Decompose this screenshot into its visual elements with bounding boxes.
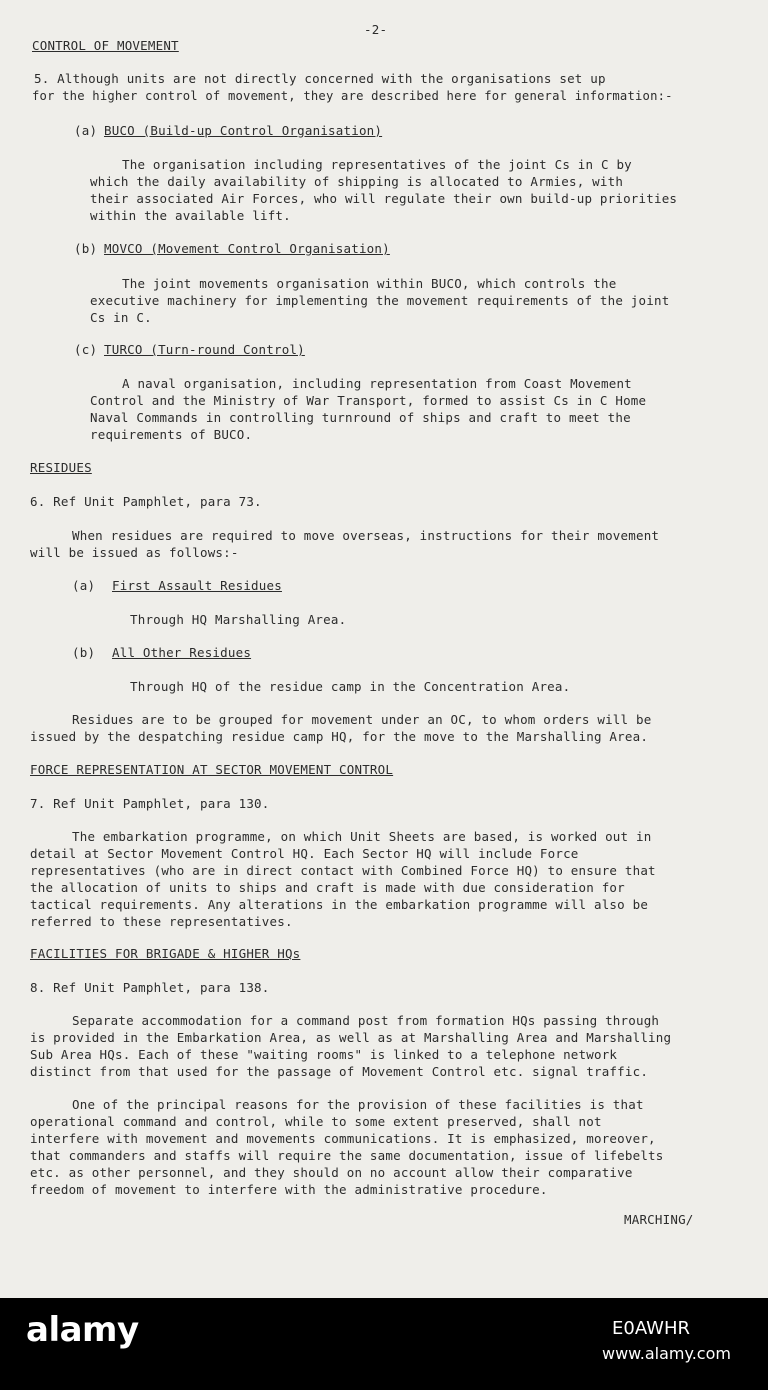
residue-a-text: Through HQ Marshalling Area. [130,612,347,627]
para-7-line: representatives (who are in direct contact with Combined Force HQ) to ensure that [30,863,656,878]
turco-label: (c) [74,342,98,357]
para-8-line: distinct from that used for the passage of Movement Control etc. signal traffic. [30,1064,649,1079]
para-8b-line: etc. as other personnel, and they should on no account allow their comparative [30,1165,633,1180]
heading-force-representation: FORCE REPRESENTATION AT SECTOR MOVEMENT CONTROL [30,762,394,777]
turco-text-line: Naval Commands in controlling turnround of ships and craft to meet the [90,410,631,425]
residue-a-title: First Assault Residues [112,578,282,593]
buco-text-line: within the available lift. [90,208,291,223]
para-8-line: Sub Area HQs. Each of these "waiting rooms" is linked to a telephone network [30,1047,618,1062]
movco-text-line: The joint movements organisation within BUCO, which controls the [122,276,617,291]
catchword: MARCHING/ [624,1212,694,1227]
para-8b-line: freedom of movement to interfere with the administrative procedure. [30,1182,548,1197]
turco-text-line: Control and the Ministry of War Transport, formed to assist Cs in C Home [90,393,647,408]
page-number: -2- [364,22,388,37]
movco-text-line: Cs in C. [90,310,152,325]
para-8b-line: interfere with movement and movements communications. It is emphasized, moreover, [30,1131,656,1146]
para-8-line: Separate accommodation for a command post from formation HQs passing through [72,1013,660,1028]
buco-text-line: their associated Air Forces, who will regulate their own build-up priorities [90,191,678,206]
turco-text-line: requirements of BUCO. [90,427,253,442]
heading-control-of-movement: CONTROL OF MOVEMENT [32,38,179,53]
watermark-image-id: E0AWHR [612,1318,690,1339]
para-7-line: tactical requirements. Any alterations in the embarkation programme will also be [30,897,649,912]
para-7-line: referred to these representatives. [30,914,293,929]
para-7-line: detail at Sector Movement Control HQ. Each Sector HQ will include Force [30,846,579,861]
para-6-line: When residues are required to move overseas, instructions for their movement [72,528,660,543]
residue-b-title: All Other Residues [112,645,252,660]
para-8b-line: operational command and control, while to some extent preserved, shall not [30,1114,602,1129]
buco-title: BUCO (Build-up Control Organisation) [104,123,383,138]
movco-label: (b) [74,241,98,256]
para-7-line: the allocation of units to ships and craft is made with due consideration for [30,880,625,895]
watermark-logo: alamy [26,1310,139,1350]
para-5-line: for the higher control of movement, they are described here for general information:- [32,89,673,103]
para-8b-line: that commanders and staffs will require the same documentation, issue of lifebelts [30,1148,664,1163]
residue-a-label: (a) [72,578,96,593]
para-8-ref: 8. Ref Unit Pamphlet, para 138. [30,980,270,995]
buco-text-line: which the daily availability of shipping is allocated to Armies, with [90,174,624,189]
para-5-line: 5. Although units are not directly concerned with the organisations set up [34,71,606,86]
para-6-ref: 6. Ref Unit Pamphlet, para 73. [30,494,262,509]
buco-label: (a) [74,123,98,138]
residue-b-label: (b) [72,645,96,660]
watermark-site: www.alamy.com [602,1344,731,1363]
heading-residues: RESIDUES [30,460,92,475]
para-7-line: The embarkation programme, on which Unit Sheets are based, is worked out in [72,829,652,844]
movco-text-line: executive machinery for implementing the movement requirements of the joint [90,293,670,308]
buco-text-line: The organisation including representatives of the joint Cs in C by [122,157,632,172]
para-6-line: will be issued as follows:- [30,545,239,560]
residues-group-line: issued by the despatching residue camp HQ, for the move to the Marshalling Area. [30,729,649,744]
para-8-line: is provided in the Embarkation Area, as well as at Marshalling Area and Marshalling [30,1030,672,1045]
residue-b-text: Through HQ of the residue camp in the Concentration Area. [130,679,571,694]
turco-title: TURCO (Turn-round Control) [104,342,305,357]
movco-title: MOVCO (Movement Control Organisation) [104,241,390,256]
heading-facilities: FACILITIES FOR BRIGADE & HIGHER HQs [30,946,301,961]
para-8b-line: One of the principal reasons for the provision of these facilities is that [72,1097,644,1112]
residues-group-line: Residues are to be grouped for movement under an OC, to whom orders will be [72,712,652,727]
para-7-ref: 7. Ref Unit Pamphlet, para 130. [30,796,270,811]
turco-text-line: A naval organisation, including representation from Coast Movement [122,376,632,391]
